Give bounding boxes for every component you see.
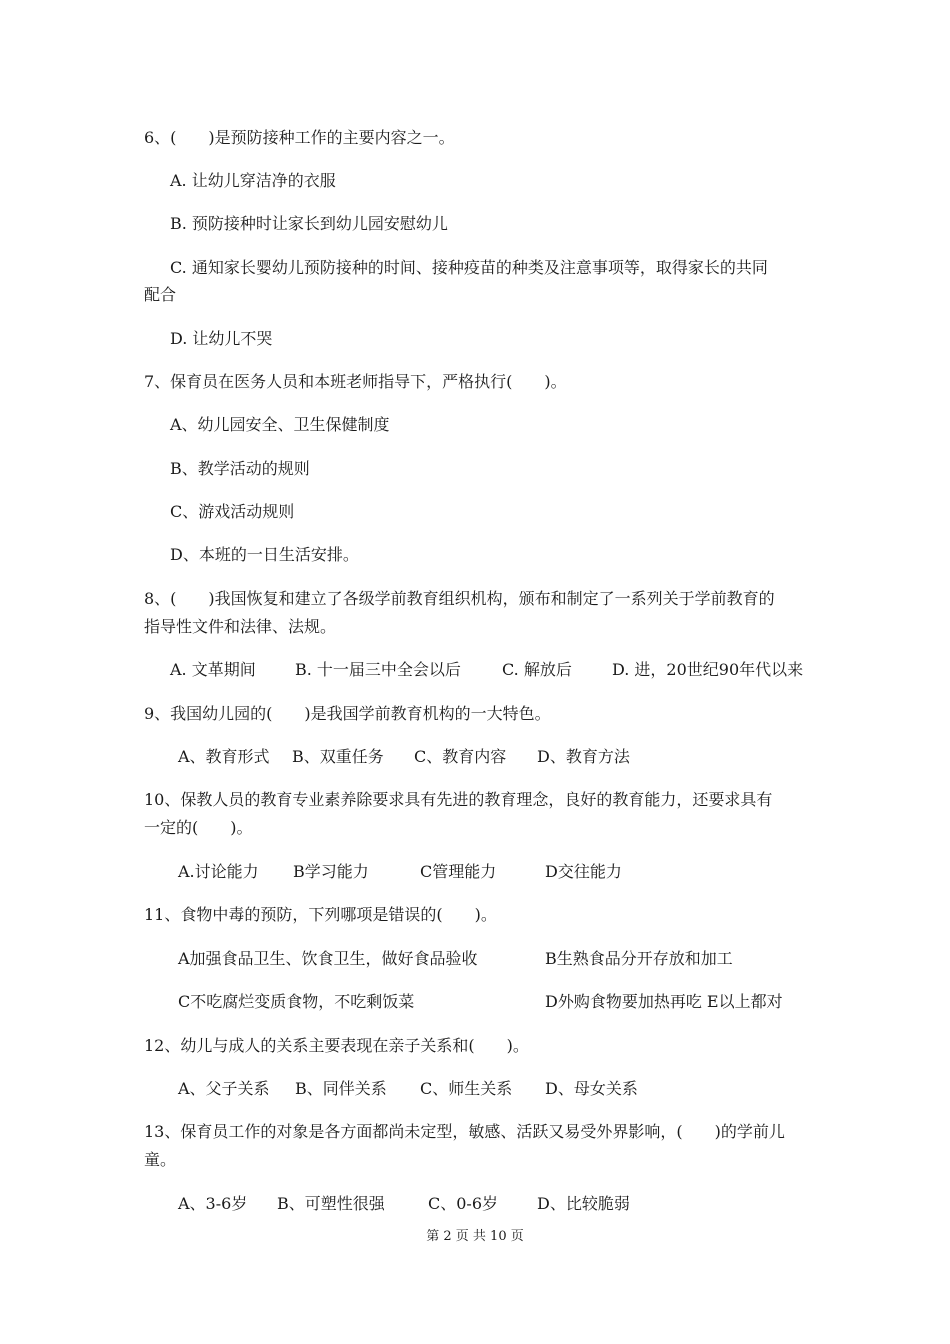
- question-6-option-d: D. 让幼儿不哭: [170, 329, 273, 348]
- question-6-stem: 6、( )是预防接种工作的主要内容之一。: [144, 128, 455, 147]
- question-11-option-a: A加强食品卫生、饮食卫生，做好食品验收: [178, 949, 478, 968]
- question-7-option-d: D、本班的一日生活安排。: [170, 545, 359, 564]
- question-6-option-c-continued: 配合: [144, 285, 177, 304]
- question-11-option-b: B生熟食品分开存放和加工: [545, 949, 733, 968]
- question-9-option-b: B、双重任务: [292, 747, 384, 766]
- question-13-stem: 13、保育员工作的对象是各方面都尚未定型，敏感、活跃又易受外界影响，( )的学前儿: [144, 1122, 785, 1141]
- question-12-stem: 12、幼儿与成人的关系主要表现在亲子关系和( )。: [144, 1036, 529, 1055]
- question-7-stem: 7、保育员在医务人员和本班老师指导下，严格执行( )。: [144, 372, 567, 391]
- question-8-option-a: A. 文革期间: [170, 660, 256, 679]
- question-10-option-d: D交往能力: [545, 862, 622, 881]
- question-8-stem-continued: 指导性文件和法律、法规。: [144, 617, 337, 636]
- question-9-stem: 9、我国幼儿园的( )是我国学前教育机构的一大特色。: [144, 704, 551, 723]
- question-9-option-a: A、教育形式: [178, 747, 270, 766]
- question-13-option-c: C、0-6岁: [428, 1194, 499, 1213]
- question-12-option-a: A、父子关系: [178, 1079, 270, 1098]
- question-10-option-b: B学习能力: [293, 862, 369, 881]
- question-9-option-d: D、教育方法: [537, 747, 630, 766]
- question-10-option-a: A.讨论能力: [178, 862, 259, 881]
- question-10-stem: 10、保教人员的教育专业素养除要求具有先进的教育理念，良好的教育能力，还要求具有: [144, 790, 773, 809]
- question-7-option-b: B、教学活动的规则: [170, 459, 310, 478]
- question-12-option-c: C、师生关系: [420, 1079, 513, 1098]
- question-8-option-c: C. 解放后: [502, 660, 572, 679]
- question-13-option-a: A、3-6岁: [178, 1194, 248, 1213]
- question-7-option-c: C、游戏活动规则: [170, 502, 295, 521]
- question-13-stem-continued: 童。: [144, 1150, 177, 1169]
- question-8-option-b: B. 十一届三中全会以后: [295, 660, 461, 679]
- question-12-option-d: D、母女关系: [545, 1079, 638, 1098]
- question-10-stem-continued: 一定的( )。: [144, 818, 253, 837]
- question-11-option-c: C不吃腐烂变质食物，不吃剩饭菜: [178, 992, 415, 1011]
- question-6-option-b: B. 预防接种时让家长到幼儿园安慰幼儿: [170, 214, 448, 233]
- question-8-stem: 8、( )我国恢复和建立了各级学前教育组织机构，颁布和制定了一系列关于学前教育的: [144, 589, 775, 608]
- question-6-option-a: A. 让幼儿穿洁净的衣服: [170, 171, 336, 190]
- question-10-option-c: C管理能力: [420, 862, 497, 881]
- question-11-stem: 11、食物中毒的预防，下列哪项是错误的( )。: [144, 905, 497, 924]
- question-6-option-c: C. 通知家长婴幼儿预防接种的时间、接种疫苗的种类及注意事项等，取得家长的共同: [170, 258, 768, 277]
- question-7-option-a: A、幼儿园安全、卫生保健制度: [170, 415, 390, 434]
- page-number-footer: 第 2 页 共 10 页: [426, 1229, 524, 1244]
- question-9-option-c: C、教育内容: [414, 747, 507, 766]
- question-12-option-b: B、同伴关系: [295, 1079, 387, 1098]
- question-13-option-d: D、比较脆弱: [537, 1194, 630, 1213]
- question-13-option-b: B、可塑性很强: [277, 1194, 385, 1213]
- question-8-option-d: D. 进，20世纪90年代以来: [612, 660, 804, 679]
- question-11-option-d: D外购食物要加热再吃 E以上都对: [545, 992, 783, 1011]
